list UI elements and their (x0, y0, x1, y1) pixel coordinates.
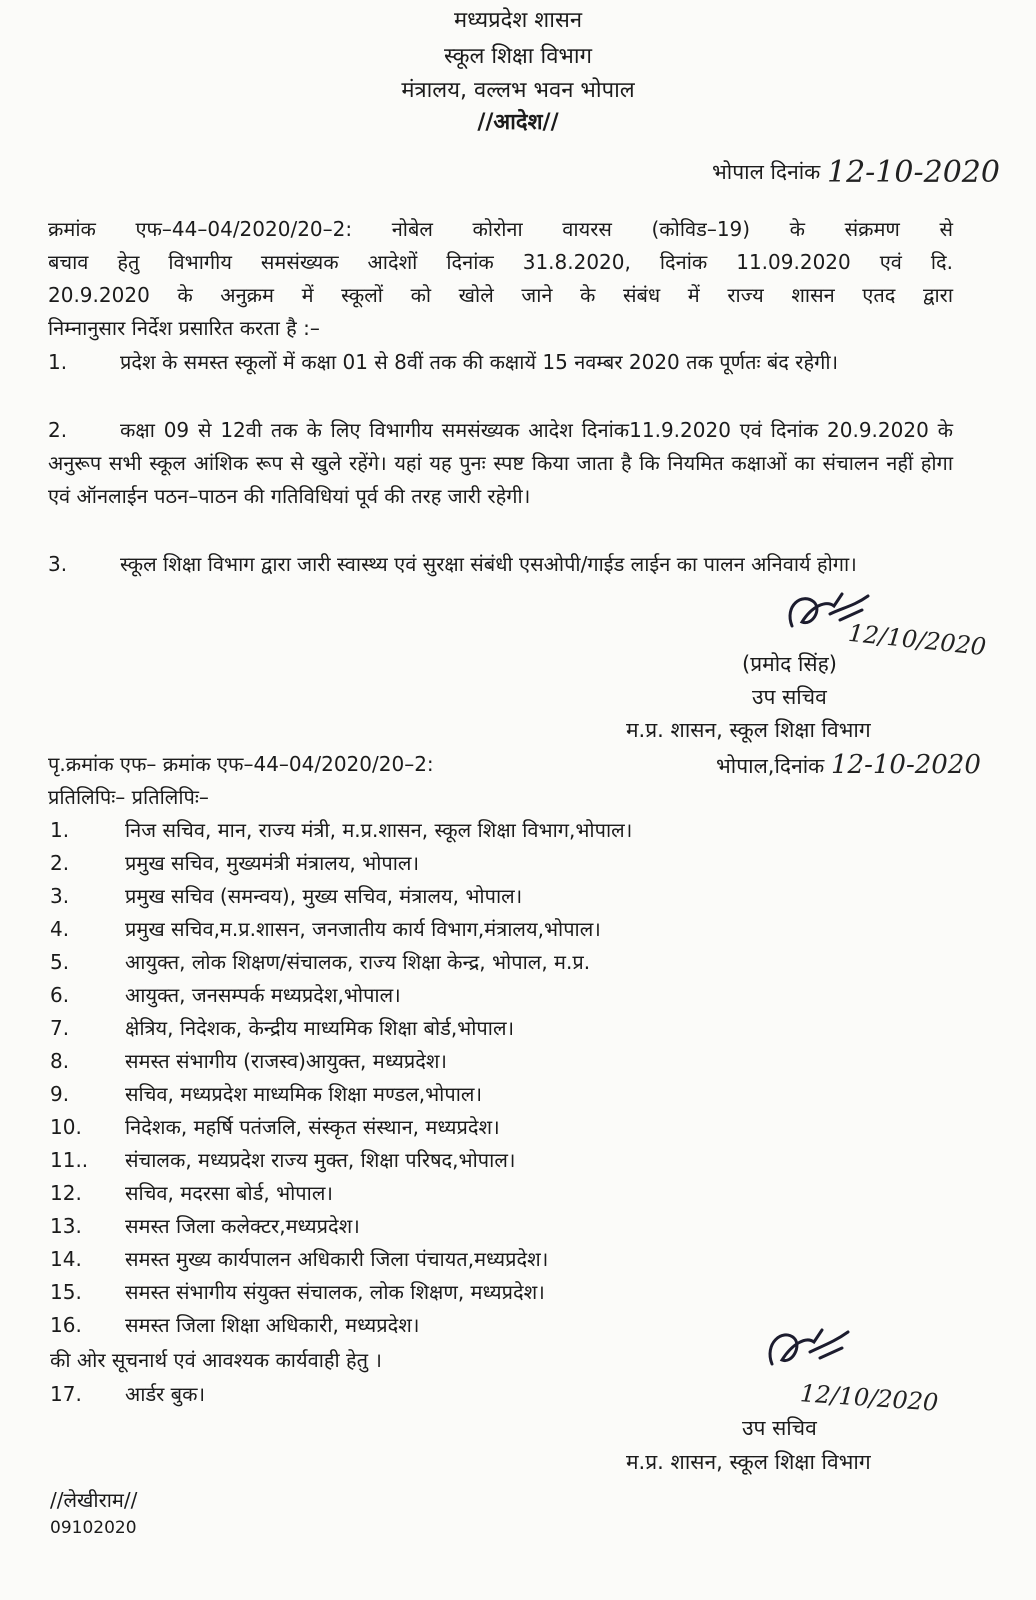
signature-date: 12/10/2020 (846, 618, 988, 662)
directive-point (48, 414, 953, 513)
intro-paragraph (48, 213, 953, 345)
point-text: स्कूल शिक्षा विभाग द्वारा जारी स्वास्थ्य एवं सुरक्षा संबंधी एसओपी/गाईड लाईन का पालन अनिवार्य होगा। (120, 552, 857, 576)
item-text: प्रमुख सचिव,म.प्र.शासन, जनजातीय कार्य विभाग,मंत्रालय,भोपाल। (125, 917, 601, 941)
list-item (50, 948, 590, 981)
clerk-name: //लेखीराम// (50, 1488, 138, 1512)
item-number: 12. (50, 1181, 82, 1205)
item-number: 13. (50, 1214, 82, 1238)
item-number: 9. (50, 1082, 70, 1106)
document-code: 09102020 (50, 1518, 137, 1538)
copy-handwritten-date: 12-10-2020 (830, 750, 981, 780)
item-text: निदेशक, महर्षि पतंजलि, संस्कृत संस्थान, मध्यप्रदेश। (125, 1115, 500, 1139)
item-text: प्रमुख सचिव (समन्वय), मुख्य सचिव, मंत्रालय, भोपाल। (125, 884, 523, 908)
intro-line: बचाव हेतु विभागीय समसंख्यक आदेशों दिनांक 31.8.2020, दिनांक 11.09.2020 एवं दि. (48, 250, 953, 274)
list-item (50, 1245, 548, 1278)
signatory-designation-2: उप सचिव (742, 1416, 817, 1440)
directive-point (48, 548, 953, 581)
handwritten-date: 12-10-2020 (826, 155, 1000, 190)
intro-line: क्रमांक एफ–44–04/2020/20–2: नोबेल कोरोना वायरस (कोविड–19) के संक्रमण से (48, 217, 953, 241)
item-number: 17. (50, 1382, 82, 1406)
department-title: स्कूल शिक्षा विभाग (444, 44, 592, 69)
copy-heading: प्रतिलिपिः– प्रतिलिपिः– (48, 785, 209, 809)
copy-date (716, 750, 981, 780)
item-text: आयुक्त, जनसम्पर्क मध्यप्रदेश,भोपाल। (125, 983, 401, 1007)
item-text: समस्त मुख्य कार्यपालन अधिकारी जिला पंचायत,मध्यप्रदेश। (125, 1247, 549, 1271)
item-text: समस्त जिला शिक्षा अधिकारी, मध्यप्रदेश। (125, 1313, 420, 1337)
signature-mark-2 (762, 1322, 862, 1384)
item-text: संचालक, मध्यप्रदेश राज्य मुक्त, शिक्षा परिषद,भोपाल। (125, 1148, 516, 1172)
copy-date-label: भोपाल,दिनांक (716, 754, 825, 778)
signatory-office-2: म.प्र. शासन, स्कूल शिक्षा विभाग (626, 1450, 871, 1474)
item-number: 2. (50, 851, 70, 875)
item-number: 11.. (50, 1148, 89, 1172)
list-item (50, 882, 522, 915)
list-item (50, 1080, 482, 1113)
directive-point (48, 346, 953, 379)
item-number: 4. (50, 917, 70, 941)
list-item (50, 1014, 514, 1047)
item-text: प्रमुख सचिव, मुख्यमंत्री मंत्रालय, भोपाल। (125, 851, 420, 875)
intro-line: निम्नानुसार निर्देश प्रसारित करता है :– (48, 316, 320, 340)
signatory-name: (प्रमोद सिंह) (742, 652, 837, 676)
list-item (50, 1311, 419, 1344)
list-item (50, 1179, 333, 1212)
item-text: समस्त संभागीय संयुक्त संचालक, लोक शिक्षण, मध्यप्रदेश। (125, 1280, 545, 1304)
list-item (50, 981, 401, 1014)
signatory-designation: उप सचिव (752, 685, 827, 709)
item-number: 14. (50, 1247, 82, 1271)
copy-reference: पृ.क्रमांक एफ– क्रमांक एफ–44–04/2020/20–2: (48, 752, 434, 776)
signature-date-2: 12/10/2020 (799, 1379, 940, 1417)
item-number: 3. (50, 884, 70, 908)
copy-note: की ओर सूचनार्थ एवं आवश्यक कार्यवाही हेतु । (50, 1348, 383, 1372)
item-text: सचिव, मध्यप्रदेश माध्यमिक शिक्षा मण्डल,भोपाल। (125, 1082, 483, 1106)
list-item (50, 1380, 205, 1413)
item-text: क्षेत्रिय, निदेशक, केन्द्रीय माध्यमिक शिक्षा बोर्ड,भोपाल। (125, 1016, 515, 1040)
item-text: आर्डर बुक। (125, 1382, 206, 1406)
item-number: 16. (50, 1313, 82, 1337)
item-text: सचिव, मदरसा बोर्ड, भोपाल। (125, 1181, 333, 1205)
item-number: 15. (50, 1280, 82, 1304)
point-number: 1. (48, 350, 68, 374)
item-number: 10. (50, 1115, 82, 1139)
list-item (50, 1113, 500, 1146)
date-label: भोपाल दिनांक (712, 160, 821, 184)
item-number: 8. (50, 1049, 70, 1073)
item-number: 6. (50, 983, 70, 1007)
item-number: 1. (50, 818, 70, 842)
point-text: प्रदेश के समस्त स्कूलों में कक्षा 01 से 8वीं तक की कक्षायें 15 नवम्बर 2020 तक पूर्णतः बंद रहेगी। (120, 350, 839, 374)
item-text: निज सचिव, मान, राज्य मंत्री, म.प्र.शासन, स्कूल शिक्षा विभाग,भोपाल। (125, 818, 633, 842)
govt-title: मध्यप्रदेश शासन (453, 8, 583, 33)
order-heading: //आदेश// (477, 110, 559, 135)
point-text: कक्षा 09 से 12वी तक के लिए विभागीय समसंख्यक आदेश दिनांक11.9.2020 एवं दिनांक 20.9.2020 के अनुरूप सभी स्कूल आंशिक रूप से खुले रहेंगे। यहां यह पुनः स्पष्ट किया जाता है कि नियमित कक्षाओं का संचालन नहीं होगा एवं ऑनलाईन पठन–पाठन की गतिविधियां पूर्व की तरह जारी रहेगी। (48, 418, 953, 508)
signatory-office: म.प्र. शासन, स्कूल शिक्षा विभाग (626, 718, 871, 742)
point-number: 2. (48, 418, 68, 442)
item-number: 7. (50, 1016, 70, 1040)
list-item (50, 816, 632, 849)
ministry-address: मंत्रालय, वल्लभ भवन भोपाल (401, 78, 635, 103)
list-item (50, 1047, 447, 1080)
point-number: 3. (48, 552, 68, 576)
list-item (50, 1212, 360, 1245)
list-item (50, 849, 419, 882)
list-item (50, 1146, 515, 1179)
item-text: समस्त जिला कलेक्टर,मध्यप्रदेश। (125, 1214, 360, 1238)
list-item (50, 1278, 545, 1311)
list-item (50, 915, 601, 948)
item-text: समस्त संभागीय (राजस्व)आयुक्त, मध्यप्रदेश। (125, 1049, 448, 1073)
item-text: आयुक्त, लोक शिक्षण/संचालक, राज्य शिक्षा केन्द्र, भोपाल, म.प्र. (125, 950, 591, 974)
intro-line: 20.9.2020 के अनुक्रम में स्कूलों को खोले जाने के संबंध में राज्य शासन एतद द्वारा (48, 283, 953, 307)
item-number: 5. (50, 950, 70, 974)
order-date (712, 152, 1000, 190)
